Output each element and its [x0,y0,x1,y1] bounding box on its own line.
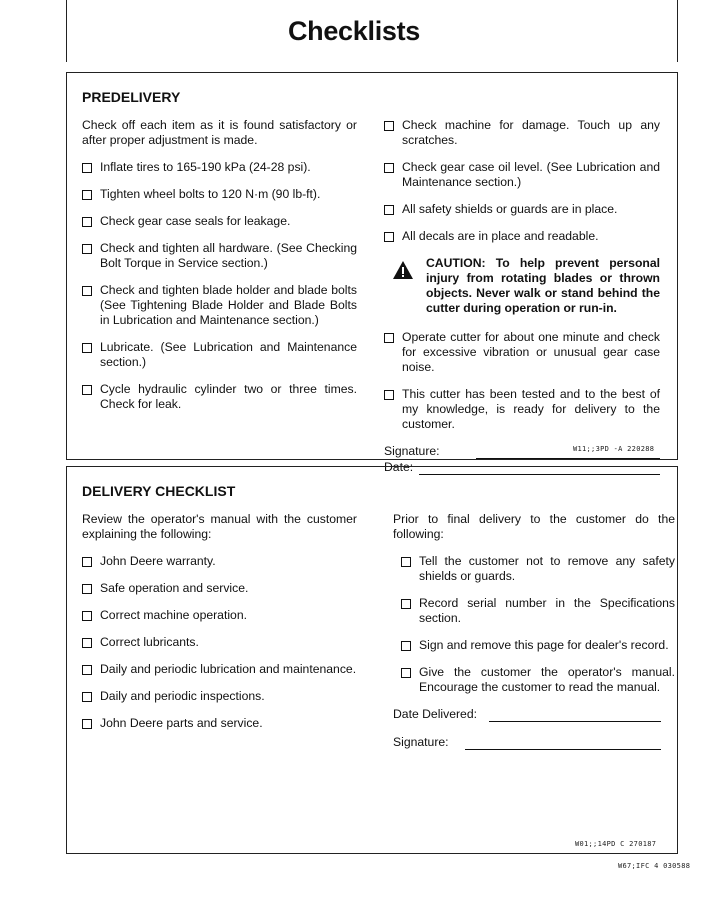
checkbox[interactable] [82,343,92,353]
warning-triangle-icon [392,260,414,284]
checklist-item [384,229,660,244]
checklist-item-text: All safety shields or guards are in place. [402,202,618,216]
checkbox[interactable] [401,557,411,567]
checklist-item-text: John Deere warranty. [100,554,216,568]
checklist-item-text: Operate cutter for about one minute and check for excessive vibration or unusual gear case noise. [402,330,660,374]
predelivery-right-list-bottom [384,330,660,432]
checkbox[interactable] [82,611,92,621]
predelivery-left-column [82,118,357,424]
checkbox[interactable] [82,190,92,200]
delivery-signature-line[interactable] [465,741,661,750]
checkbox[interactable] [82,557,92,567]
checkbox[interactable] [384,205,394,215]
predelivery-intro: Check off each item as it is found satisfactory or after proper adjustment is made. [82,118,357,147]
checkbox[interactable] [384,121,394,131]
date-delivered-line[interactable] [489,713,661,722]
checklist-item-text: Safe operation and service. [100,581,249,595]
checklist-item-text: John Deere parts and service. [100,716,263,730]
checklist-item [82,241,357,271]
delivery-section [66,466,678,854]
caution-notice [384,256,660,316]
checklist-item [384,118,660,148]
checkbox[interactable] [384,333,394,343]
checklist-item [401,638,675,653]
checklist-item-text: Check machine for damage. Touch up any scratches. [402,118,660,147]
checklist-item [82,382,357,412]
checklist-item-text: All decals are in place and readable. [402,229,599,243]
checklist-item [82,581,357,596]
checklist-item [82,689,357,704]
checkbox[interactable] [82,638,92,648]
checklist-item [82,160,357,175]
date-delivered-row[interactable] [393,707,661,722]
checkbox[interactable] [82,286,92,296]
checklist-item [82,635,357,650]
checkbox[interactable] [82,692,92,702]
checklist-item-text: Daily and periodic inspections. [100,689,265,703]
page-footer-code: W67;IFC 4 030588 [618,862,691,870]
checklist-item-text: Correct lubricants. [100,635,199,649]
checklist-item [82,283,357,328]
checklist-item-text: Give the customer the operator's manual. Encourage the customer to read the manual. [419,665,675,694]
checklist-item-text: Daily and periodic lubrication and maintenance. [100,662,357,676]
checklist-item [82,716,357,731]
caution-text: CAUTION: To help prevent personal injury from rotating blades or thrown objects. Never walk or stand behind the cutter during operation or run-in. [426,256,660,315]
checklist-item-text: Cycle hydraulic cylinder two or three times. Check for leak. [100,382,357,411]
delivery-right-list [393,554,675,695]
checklist-item-text: Tighten wheel bolts to 120 N·m (90 lb-ft). [100,187,321,201]
checkbox[interactable] [82,163,92,173]
checklist-item-text: Tell the customer not to remove any safety shields or guards. [419,554,675,583]
checklist-item [384,202,660,217]
signature-label: Signature: [384,444,440,458]
predelivery-code: W11;;3PD -A 220288 [573,445,655,453]
checkbox[interactable] [401,599,411,609]
checklist-item [384,160,660,190]
checklist-item-text: Correct machine operation. [100,608,247,622]
checklist-item-text: Sign and remove this page for dealer's record. [419,638,669,652]
checkbox[interactable] [401,641,411,651]
delivery-code: W01;;14PD C 270187 [575,840,657,848]
checklist-item [82,554,357,569]
checklist-item-text: Record serial number in the Specifications section. [419,596,675,625]
date-delivered-label: Date Delivered: [393,707,477,721]
checklist-item [82,662,357,677]
predelivery-left-list [82,160,357,412]
checklist-item [401,554,675,584]
checkbox[interactable] [384,232,394,242]
checklist-item [401,665,675,695]
checkbox[interactable] [401,668,411,678]
delivery-right-intro: Prior to final delivery to the customer do the following: [393,512,675,541]
checkbox[interactable] [82,385,92,395]
checklist-item [384,387,660,432]
delivery-left-column [82,512,357,743]
checkbox[interactable] [82,584,92,594]
checkbox[interactable] [82,244,92,254]
predelivery-right-column [384,118,660,475]
page-title: Checklists [287,16,421,46]
checkbox[interactable] [82,719,92,729]
checkbox[interactable] [384,390,394,400]
checklist-item-text: Check gear case oil level. (See Lubrication and Maintenance section.) [402,160,660,189]
checklist-item [82,340,357,370]
delivery-signature-row[interactable] [393,735,661,750]
predelivery-title: PREDELIVERY [82,89,181,105]
checklist-item [82,608,357,623]
checklist-item-text: This cutter has been tested and to the best of my knowledge, is ready for delivery to the customer. [402,387,660,431]
checkbox[interactable] [384,163,394,173]
checklist-item [82,187,357,202]
delivery-intro: Review the operator's manual with the customer explaining the following: [82,512,357,541]
checkbox[interactable] [82,665,92,675]
checklist-item-text: Check and tighten blade holder and blade bolts (See Tightening Blade Holder and Blade Bolts in Lubrication and Maintenance section.) [100,283,357,327]
date-label: Date: [384,460,414,474]
checklist-item [401,596,675,626]
delivery-title: DELIVERY CHECKLIST [82,483,236,499]
delivery-signature-label: Signature: [393,735,449,749]
checklist-item [82,214,357,229]
delivery-left-list [82,554,357,731]
checklist-item-text: Lubricate. (See Lubrication and Maintenance section.) [100,340,357,369]
checklist-item [384,330,660,375]
predelivery-right-list-top [384,118,660,244]
checklist-item-text: Check gear case seals for leakage. [100,214,291,228]
checklist-item-text: Check and tighten all hardware. (See Checking Bolt Torque in Service section.) [100,241,357,270]
checkbox[interactable] [82,217,92,227]
delivery-right-column [393,512,675,750]
predelivery-section [66,72,678,474]
checklist-item-text: Inflate tires to 165-190 kPa (24-28 psi). [100,160,311,174]
